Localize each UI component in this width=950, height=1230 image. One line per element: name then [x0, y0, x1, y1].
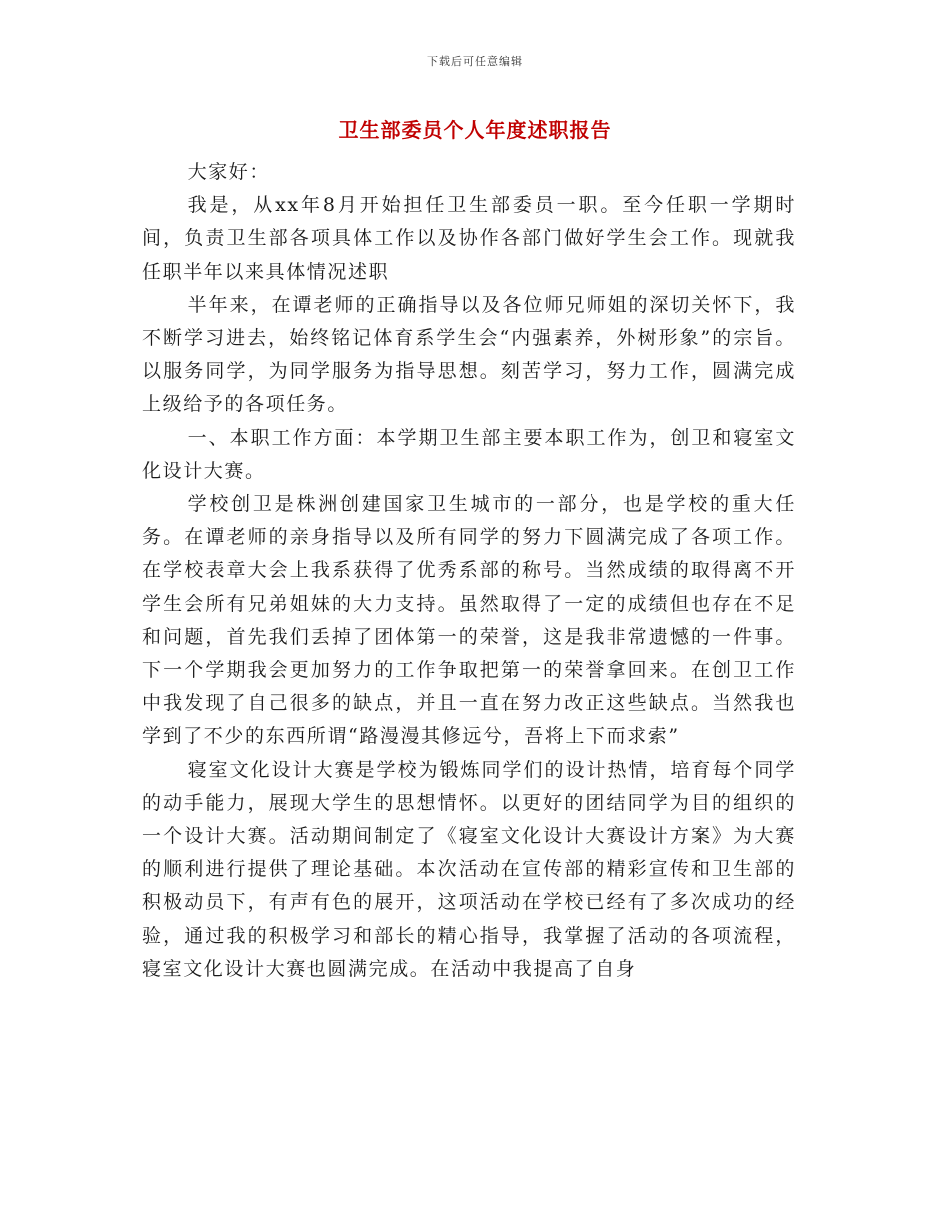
page-header-note: 下载后可任意编辑 [427, 55, 523, 68]
paragraph-half-year-summary: 半年来，在谭老师的正确指导以及各位师兄师姐的深切关怀下，我不断学习进去，始终铭记体育系学生会“内强素养，外树形象”的宗旨。以服务同学，为同学服务为指导思想。刻苦学习，努力工作，圆满完成上级给予的各项任务。 [142, 293, 796, 416]
paragraph-section-one-heading: 一、本职工作方面：本学期卫生部主要本职工作为，创卫和寝室文化设计大赛。 [142, 426, 796, 482]
paragraph-greeting: 大家好： [187, 161, 270, 183]
paragraph-introduction: 我是，从xx年8月开始担任卫生部委员一职。至今任职一学期时间，负责卫生部各项具体工作以及协作各部门做好学生会工作。现就我任职半年以来具体情况述职 [142, 194, 796, 283]
document-body [142, 156, 796, 986]
paragraph-school-sanitation: 学校创卫是株洲创建国家卫生城市的一部分，也是学校的重大任务。在谭老师的亲身指导以及所有同学的努力下圆满完成了各项工作。在学校表章大会上我系获得了优秀系部的称号。当然成绩的取得离不开学生会所有兄弟姐妹的大力支持。虽然取得了一定的成绩但也存在不足和问题，首先我们丢掉了团体第一的荣誉，这是我非常遗憾的一件事。下一个学期我会更加努力的工作争取把第一的荣誉拿回来。在创卫工作中我发现了自己很多的缺点，并且一直在努力改正这些缺点。当然我也学到了不少的东西所谓“路漫漫其修远兮，吾将上下而求索” [142, 493, 796, 748]
document-title: 卫生部委员个人年度述职报告 [338, 118, 612, 142]
paragraph-dorm-design-contest: 寝室文化设计大赛是学校为锻炼同学们的设计热情，培育每个同学的动手能力，展现大学生的思想情怀。以更好的团结同学为目的组织的一个设计大赛。活动期间制定了《寝室文化设计大赛设计方案》为大赛的顺利进行提供了理论基础。本次活动在宣传部的精彩宣传和卫生部的积极动员下，有声有色的展开，这项活动在学校已经有了多次成功的经验，通过我的积极学习和部长的精心指导，我掌握了活动的各项流程，寝室文化设计大赛也圆满完成。在活动中我提高了自身 [142, 758, 796, 980]
